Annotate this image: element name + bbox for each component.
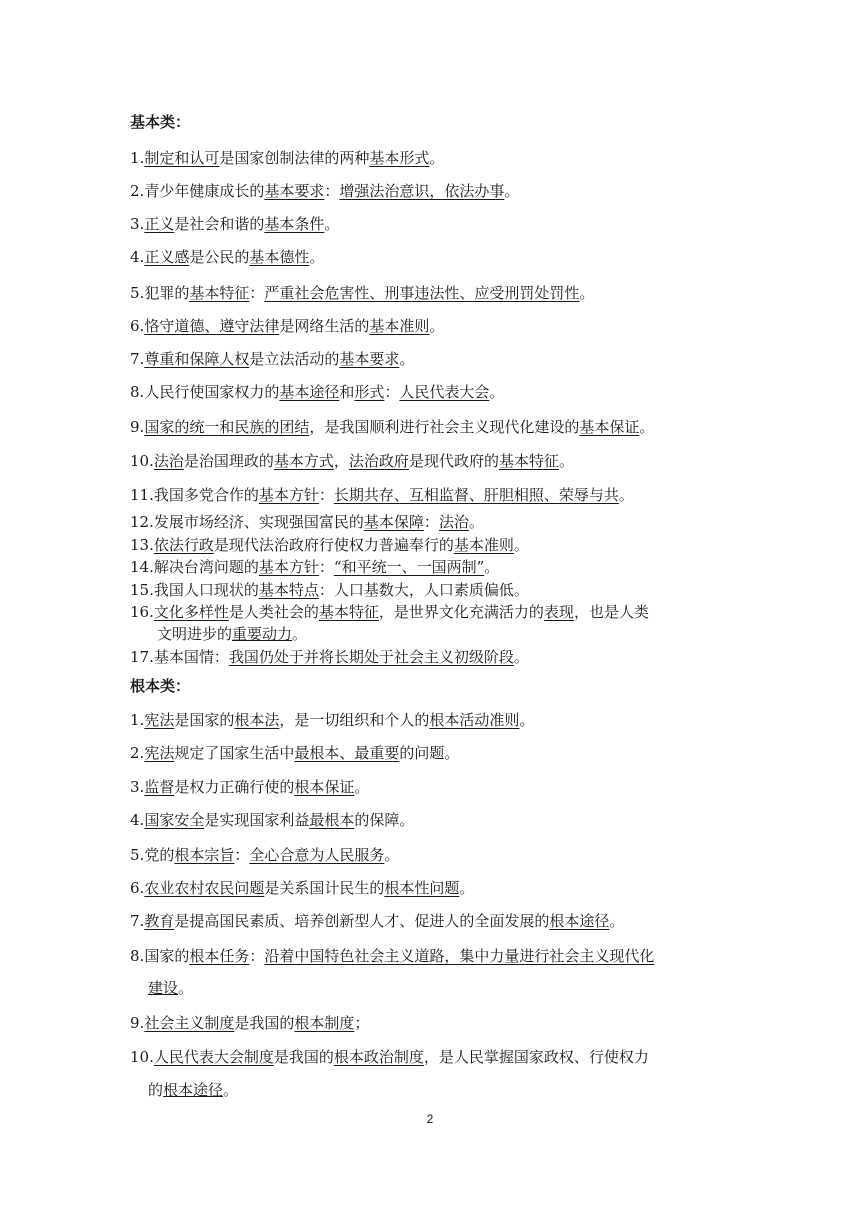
- fundamental-item-5: [130, 845, 399, 865]
- item-text: 。: [468, 513, 484, 531]
- fundamental-item-9: [130, 1013, 369, 1033]
- underlined-term: 基本特征: [498, 452, 559, 470]
- underlined-term: 最根本、最重要: [294, 744, 400, 762]
- item-text: 。: [513, 648, 529, 666]
- item-text: ，是人民掌握国家政权、行使权力: [423, 1048, 649, 1066]
- item-text: 。: [618, 486, 634, 504]
- item-text: 是国家的: [174, 711, 235, 729]
- underlined-term: 根本宗旨: [174, 846, 235, 864]
- fundamental-item-8-continuation: [148, 978, 193, 998]
- item-number: 1.: [130, 149, 145, 167]
- underlined-term: 法治政府: [348, 452, 409, 470]
- fundamental-item-3: [130, 777, 369, 797]
- basic-item-15: [130, 580, 529, 600]
- item-number: 7.: [130, 350, 145, 368]
- underlined-term: 国家安全: [144, 811, 205, 829]
- underlined-term: 基本要求: [339, 350, 400, 368]
- underlined-term: “和平统一、一国两制”: [333, 558, 485, 576]
- item-text: 是权力正确行使的: [174, 778, 295, 796]
- item-text: ；: [354, 1014, 370, 1032]
- item-text: 是立法活动的: [249, 350, 340, 368]
- item-text: 是提高国民素质、培养创新型人才、促进人的全面发展的: [174, 912, 550, 930]
- underlined-term: 基本特点: [258, 581, 319, 599]
- underlined-term: 基本条件: [264, 215, 325, 233]
- item-text: 。: [519, 711, 535, 729]
- underlined-term: 基本德性: [249, 248, 310, 266]
- item-number: 10.: [130, 452, 154, 470]
- underlined-term: 根本途径: [549, 912, 610, 930]
- item-text: 。: [484, 558, 500, 576]
- item-text: 。: [399, 350, 415, 368]
- item-text: 。: [459, 879, 475, 897]
- underlined-term: 基本特征: [189, 284, 250, 302]
- item-text: ：: [318, 486, 334, 504]
- item-number: 10.: [130, 1048, 154, 1066]
- item-text: 犯罪的: [144, 284, 190, 302]
- item-text: ：: [324, 182, 340, 200]
- item-text: 是网络生活的: [279, 317, 370, 335]
- underlined-term: 人民代表大会制度: [153, 1048, 274, 1066]
- item-text: 是国家创制法律的两种: [219, 149, 370, 167]
- basic-item-3: [130, 214, 339, 234]
- item-text: 基本国情: [153, 648, 214, 666]
- item-text: 规定了国家生活中: [174, 744, 295, 762]
- underlined-term: 人民代表大会: [399, 383, 490, 401]
- item-number: 6.: [130, 317, 145, 335]
- item-text: ，是一切组织和个人的: [279, 711, 430, 729]
- underlined-term: 基本方式: [273, 452, 334, 470]
- item-text: 人民行使国家权力的: [144, 383, 280, 401]
- item-number: 15.: [130, 581, 154, 599]
- item-number: 5.: [130, 846, 145, 864]
- item-number: 16.: [130, 603, 154, 621]
- underlined-term: 文化多样性: [153, 603, 229, 621]
- item-text: ：: [249, 284, 265, 302]
- item-text: 。: [504, 182, 520, 200]
- item-text: ，是世界文化充满活力的: [378, 603, 544, 621]
- basic-item-14: [130, 557, 499, 577]
- item-text: 。: [513, 536, 529, 554]
- underlined-term: 最根本: [309, 811, 355, 829]
- underlined-term: 我国仍处于并将长期处于社会主义初级阶段: [228, 648, 514, 666]
- item-text: 。: [639, 418, 655, 436]
- item-text: 。: [489, 383, 505, 401]
- underlined-term: 形式: [354, 383, 385, 401]
- underlined-term: 社会主义制度: [144, 1014, 235, 1032]
- fundamental-heading: 根本类：: [130, 677, 191, 695]
- underlined-term: 基本准则: [369, 317, 430, 335]
- underlined-term: 根本活动准则: [429, 711, 520, 729]
- item-number: 17.: [130, 648, 154, 666]
- basic-item-13: [130, 535, 529, 555]
- item-number: 7.: [130, 912, 145, 930]
- basic-item-16-continuation: [157, 624, 307, 644]
- item-text: ：人口基数大，人口素质偏低。: [318, 581, 529, 599]
- item-text: 。: [558, 452, 574, 470]
- item-text: 的: [148, 1081, 164, 1099]
- item-text: 。: [609, 912, 625, 930]
- item-text: 。: [292, 625, 308, 643]
- underlined-term: 增强法治意识，依法办事: [339, 182, 505, 200]
- item-text: ，也是人类: [573, 603, 649, 621]
- item-text: 是关系国计民生的: [264, 879, 385, 897]
- item-number: 2.: [130, 182, 145, 200]
- underlined-term: 制定和认可: [144, 149, 220, 167]
- item-number: 4.: [130, 811, 145, 829]
- item-text: 是公民的: [189, 248, 250, 266]
- item-number: 12.: [130, 513, 154, 531]
- underlined-term: 教育: [144, 912, 175, 930]
- item-text: 是社会和谐的: [174, 215, 265, 233]
- item-text: 。: [324, 215, 340, 233]
- basic-item-2: [130, 181, 519, 201]
- item-text: 是现代政府的: [408, 452, 499, 470]
- underlined-term: 宪法: [144, 744, 175, 762]
- underlined-term: 严重社会危害性、刑事违法性、应受刑罚处罚性: [264, 284, 580, 302]
- item-text: 发展市场经济、实现强国富民的: [153, 513, 364, 531]
- fundamental-item-10: [130, 1047, 649, 1067]
- item-text: 是人类社会的: [228, 603, 319, 621]
- basic-item-8: [130, 382, 504, 402]
- item-text: 和: [339, 383, 355, 401]
- item-number: 5.: [130, 284, 145, 302]
- basic-item-1: [130, 148, 444, 168]
- underlined-term: 根本政治制度: [333, 1048, 424, 1066]
- underlined-term: 监督: [144, 778, 175, 796]
- item-text: ：: [213, 648, 229, 666]
- fundamental-item-1: [130, 710, 534, 730]
- item-number: 8.: [130, 383, 145, 401]
- fundamental-item-4: [130, 810, 414, 830]
- basic-item-16: [130, 602, 649, 622]
- item-number: 11.: [130, 486, 154, 504]
- item-text: 我国人口现状的: [153, 581, 259, 599]
- item-number: 6.: [130, 879, 145, 897]
- underlined-term: 全心合意为人民服务: [249, 846, 385, 864]
- underlined-term: 根本法: [234, 711, 280, 729]
- item-number: 9.: [130, 418, 145, 436]
- fundamental-item-7: [130, 911, 624, 931]
- item-number: 3.: [130, 778, 145, 796]
- underlined-term: 基本保证: [579, 418, 640, 436]
- basic-item-9: [130, 417, 654, 437]
- underlined-term: 尊重和保障人权: [144, 350, 250, 368]
- item-text: 国家的: [144, 947, 190, 965]
- item-text: ：: [384, 383, 400, 401]
- item-text: 。: [309, 248, 325, 266]
- underlined-term: 正义: [144, 215, 175, 233]
- item-number: 1.: [130, 711, 145, 729]
- item-text: 。: [579, 284, 595, 302]
- underlined-term: 根本途径: [163, 1081, 224, 1099]
- basic-item-11: [130, 485, 634, 505]
- underlined-term: 基本方针: [258, 558, 319, 576]
- underlined-term: 基本方针: [258, 486, 319, 504]
- fundamental-item-8: [130, 946, 654, 966]
- underlined-term: 宪法: [144, 711, 175, 729]
- underlined-term: 基本保障: [363, 513, 424, 531]
- underlined-term: 基本途径: [279, 383, 340, 401]
- item-text: 。: [384, 846, 400, 864]
- fundamental-item-10-continuation: [148, 1080, 238, 1100]
- item-text: 。: [223, 1081, 239, 1099]
- item-text: 。: [354, 778, 370, 796]
- item-text: 。: [429, 149, 445, 167]
- underlined-term: 表现: [543, 603, 574, 621]
- item-text: 是我国的: [234, 1014, 295, 1032]
- underlined-term: 基本特征: [318, 603, 379, 621]
- underlined-term: 基本要求: [264, 182, 325, 200]
- item-text: 党的: [144, 846, 175, 864]
- basic-item-4: [130, 247, 324, 267]
- underlined-term: 重要动力: [232, 625, 293, 643]
- item-text: 是治国理政的: [183, 452, 274, 470]
- item-text: 解决台湾问题的: [153, 558, 259, 576]
- underlined-term: 建设: [148, 979, 179, 997]
- item-text: ：: [423, 513, 439, 531]
- underlined-term: 长期共存、互相监督、肝胆相照、荣辱与共: [333, 486, 619, 504]
- underlined-term: 依法行政: [153, 536, 214, 554]
- underlined-term: 法治: [438, 513, 469, 531]
- underlined-term: 国家的统一和民族的团结: [144, 418, 310, 436]
- item-text: 是实现国家利益: [204, 811, 310, 829]
- page-number: 2: [426, 1112, 434, 1126]
- item-text: 青少年健康成长的: [144, 182, 265, 200]
- item-text: 。: [429, 317, 445, 335]
- underlined-term: 基本准则: [453, 536, 514, 554]
- item-text: 我国多党合作的: [153, 486, 259, 504]
- basic-item-5: [130, 283, 594, 303]
- underlined-term: 根本性问题: [384, 879, 460, 897]
- item-number: 9.: [130, 1014, 145, 1032]
- item-text: 的问题。: [399, 744, 460, 762]
- item-number: 2.: [130, 744, 145, 762]
- item-text: 的保障。: [354, 811, 415, 829]
- underlined-term: 根本制度: [294, 1014, 355, 1032]
- basic-item-6: [130, 316, 444, 336]
- item-text: 是我国的: [273, 1048, 334, 1066]
- basic-item-17: [130, 647, 529, 667]
- basic-item-12: [130, 512, 484, 532]
- underlined-term: 恪守道德、遵守法律: [144, 317, 280, 335]
- item-text: ：: [249, 947, 265, 965]
- underlined-term: 根本任务: [189, 947, 250, 965]
- item-text: 。: [178, 979, 194, 997]
- basic-item-7: [130, 349, 414, 369]
- item-number: 14.: [130, 558, 154, 576]
- item-number: 13.: [130, 536, 154, 554]
- item-text: ：: [234, 846, 250, 864]
- item-text: ，是我国顺利进行社会主义现代化建设的: [309, 418, 580, 436]
- underlined-term: 基本形式: [369, 149, 430, 167]
- item-text: ：: [318, 558, 334, 576]
- item-number: 8.: [130, 947, 145, 965]
- item-number: 4.: [130, 248, 145, 266]
- item-text: 是现代法治政府行使权力普遍奉行的: [213, 536, 454, 554]
- item-number: 3.: [130, 215, 145, 233]
- underlined-term: 农业农村农民问题: [144, 879, 265, 897]
- underlined-term: 正义感: [144, 248, 190, 266]
- item-text: 文明进步的: [157, 625, 233, 643]
- item-text: ，: [333, 452, 349, 470]
- underlined-term: 法治: [153, 452, 184, 470]
- fundamental-item-6: [130, 878, 474, 898]
- underlined-term: 根本保证: [294, 778, 355, 796]
- basic-heading: 基本类：: [130, 113, 191, 131]
- underlined-term: 沿着中国特色社会主义道路，集中力量进行社会主义现代化: [264, 947, 655, 965]
- basic-item-10: [130, 451, 574, 471]
- fundamental-item-2: [130, 743, 459, 763]
